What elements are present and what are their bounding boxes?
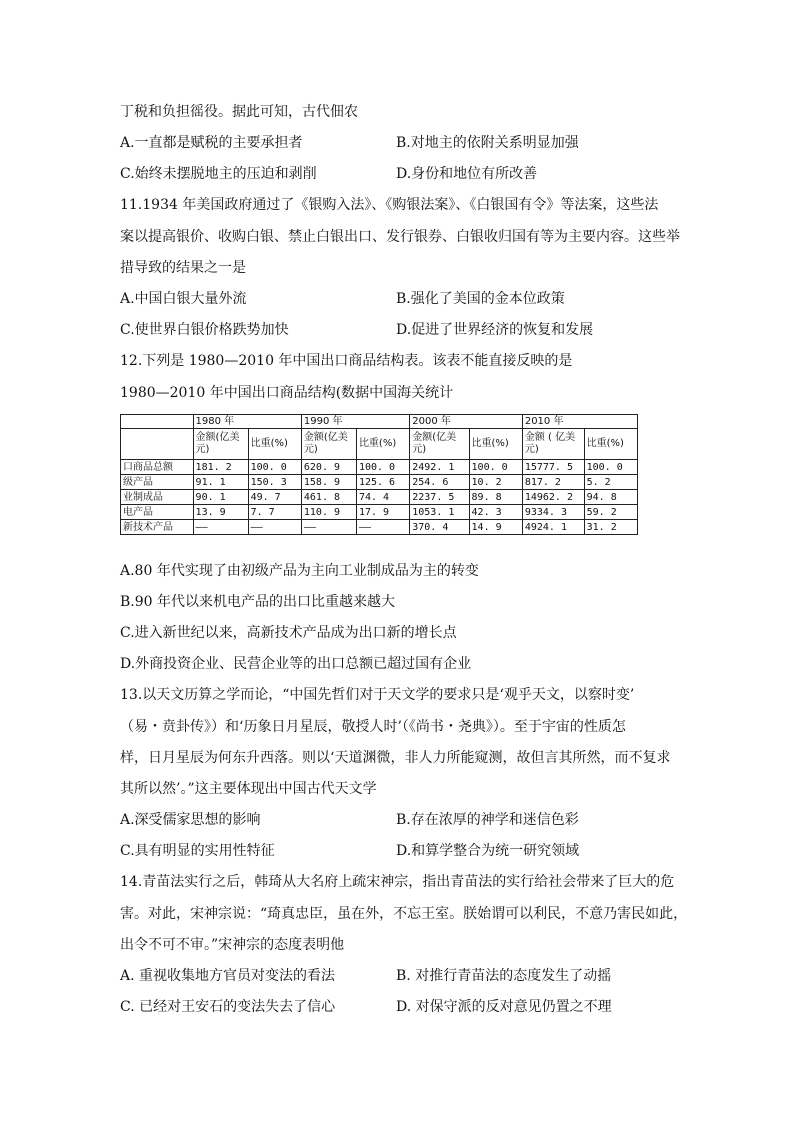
table-corner-cell [121, 415, 194, 429]
year-header: 2000 年 [410, 415, 523, 429]
table-row [121, 490, 638, 505]
table-cell: 100. 0 [356, 460, 409, 475]
table-cell: 100. 0 [584, 460, 637, 475]
table-cell: 461. 8 [301, 490, 356, 505]
q10-stem-tail: 丁税和负担徭役。据此可知，古代佃农 [120, 104, 358, 120]
q14-option-a: A. 重视收集地方官员对变法的看法 [120, 968, 336, 984]
table-cell: 100. 0 [469, 460, 522, 475]
amount-header: 金额(亿美元) [301, 429, 356, 460]
table-cell: 90. 1 [193, 490, 248, 505]
table-cell: 2492. 1 [410, 460, 469, 475]
table-cell: 74. 4 [356, 490, 409, 505]
q10-option-d: D.身份和地位有所改善 [396, 166, 538, 182]
year-header: 1980 年 [193, 415, 301, 429]
q11-option-a: A.中国白银大量外流 [120, 291, 247, 307]
table-cell: 158. 9 [301, 475, 356, 490]
table-cell: —— [193, 520, 248, 535]
table-cell: 89. 8 [469, 490, 522, 505]
q14-stem-line3: 出令不可不审。”宋神宗的态度表明他 [120, 937, 345, 953]
amount-header: 金额(亿美元) [410, 429, 469, 460]
table-cell: 14962. 2 [522, 490, 584, 505]
table-cell: 2237. 5 [410, 490, 469, 505]
q11-option-c: C.使世界白银价格跌势加快 [120, 322, 289, 338]
q11-option-d: D.促进了世界经济的恢复和发展 [396, 322, 594, 338]
year-header: 1990 年 [301, 415, 409, 429]
table-row [121, 475, 638, 490]
table-row [121, 505, 638, 520]
q13-stem-line3: 样，日月星辰为何东升西落。则以‘天道渊微，非人力所能窥测，故但言其所然，而不复求 [120, 750, 671, 766]
q14-stem-line2: 害。对此，宋神宗说：“琦真忠臣，虽在外，不忘王室。朕始谓可以利民，不意乃害民如此， [120, 906, 688, 922]
share-header: 比重(%) [469, 429, 522, 460]
q11-stem-line3: 措导致的结果之一是 [120, 260, 246, 276]
q12-option-d: D.外商投资企业、民营企业等的出口总额已超过国有企业 [120, 656, 472, 672]
q12-option-a: A.80 年代实现了由初级产品为主向工业制成品为主的转变 [120, 563, 479, 579]
q14-option-d: D. 对保守派的反对意见仍置之不理 [396, 999, 612, 1015]
table-corner-cell [121, 429, 194, 460]
q13-stem-line2: （易・贲卦传》）和‘历象日月星辰，敬授人时’（《尚书・尧典》）。至于宇宙的性质怎 [120, 719, 626, 735]
table-cell: 14. 9 [469, 520, 522, 535]
table-cell: 31. 2 [584, 520, 637, 535]
share-header: 比重(%) [248, 429, 301, 460]
q13-option-a: A.深受儒家思想的影响 [120, 812, 261, 828]
table-cell: 110. 9 [301, 505, 356, 520]
q11-stem-line1: 11.1934 年美国政府通过了《银购入法》、《购银法案》、《白银国有令》等法案，这些法 [120, 197, 659, 213]
share-header: 比重(%) [584, 429, 637, 460]
q13-option-c: C.具有明显的实用性特征 [120, 843, 275, 859]
table-cell: 7. 7 [248, 505, 301, 520]
table-cell: 13. 9 [193, 505, 248, 520]
q12-option-c: C.进入新世纪以来，高新技术产品成为出口新的增长点 [120, 625, 457, 641]
q12-stem: 12.下列是 1980—2010 年中国出口商品结构表。该表不能直接反映的是 [120, 353, 573, 369]
q10-option-c: C.始终未摆脱地主的压迫和剥削 [120, 166, 317, 182]
row-label: 业制成品 [121, 490, 194, 505]
table-cell: 59. 2 [584, 505, 637, 520]
table-cell: —— [356, 520, 409, 535]
q13-stem-line1: 13.以天文历算之学而论，“中国先哲们对于天文学的要求只是‘观乎天文，以察时变’ [120, 687, 635, 703]
table-cell: 10. 2 [469, 475, 522, 490]
row-label: 电产品 [121, 505, 194, 520]
q13-option-d: D.和算学整合为统一研究领域 [396, 843, 580, 859]
table-cell: 817. 2 [522, 475, 584, 490]
row-label: 口商品总额 [121, 460, 194, 475]
table-cell: 15777. 5 [522, 460, 584, 475]
q11-option-b: B.强化了美国的金本位政策 [396, 291, 565, 307]
row-label: 新技术产品 [121, 520, 194, 535]
table-cell: 181. 2 [193, 460, 248, 475]
table-cell: 91. 1 [193, 475, 248, 490]
amount-header: 金额(亿美元) [193, 429, 248, 460]
table-cell: 17. 9 [356, 505, 409, 520]
table-cell: 254. 6 [410, 475, 469, 490]
table-cell: 49. 7 [248, 490, 301, 505]
table-cell: 150. 3 [248, 475, 301, 490]
q14-option-b: B. 对推行青苗法的态度发生了动摇 [396, 968, 612, 984]
q11-stem-line2: 案以提高银价、收购白银、禁止白银出口、发行银券、白银收归国有等为主要内容。这些举 [120, 229, 680, 245]
row-label: 级产品 [121, 475, 194, 490]
table-cell: 94. 8 [584, 490, 637, 505]
table-cell: 1053. 1 [410, 505, 469, 520]
q10-option-b: B.对地主的依附关系明显加强 [396, 135, 579, 151]
amount-header: 金额 ( 亿美元) [522, 429, 584, 460]
q12-option-b: B.90 年代以来机电产品的出口比重越来越大 [120, 594, 396, 610]
table-cell: 42. 3 [469, 505, 522, 520]
table-cell: 9334. 3 [522, 505, 584, 520]
table-cell: 5. 2 [584, 475, 637, 490]
q10-option-a: A.一直都是赋税的主要承担者 [120, 135, 303, 151]
table-cell: 125. 6 [356, 475, 409, 490]
table-cell: —— [301, 520, 356, 535]
share-header: 比重(%) [356, 429, 409, 460]
export-structure-table [120, 414, 638, 535]
table-row [121, 460, 638, 475]
table-cell: 620. 9 [301, 460, 356, 475]
table-cell: 4924. 1 [522, 520, 584, 535]
q14-option-c: C. 已经对王安石的变法失去了信心 [120, 999, 336, 1015]
table-cell: 100. 0 [248, 460, 301, 475]
q12-table-caption: 1980—2010 年中国出口商品结构(数据中国海关统计 [120, 385, 454, 401]
q13-stem-line4: 其所以然’。”这主要体现出中国古代天文学 [120, 781, 377, 797]
q14-stem-line1: 14.青苗法实行之后，韩琦从大名府上疏宋神宗，指出青苗法的实行给社会带来了巨大的危 [120, 874, 675, 890]
table-row [121, 520, 638, 535]
year-header: 2010 年 [522, 415, 637, 429]
q13-option-b: B.存在浓厚的神学和迷信色彩 [396, 812, 579, 828]
table-cell: —— [248, 520, 301, 535]
table-cell: 370. 4 [410, 520, 469, 535]
